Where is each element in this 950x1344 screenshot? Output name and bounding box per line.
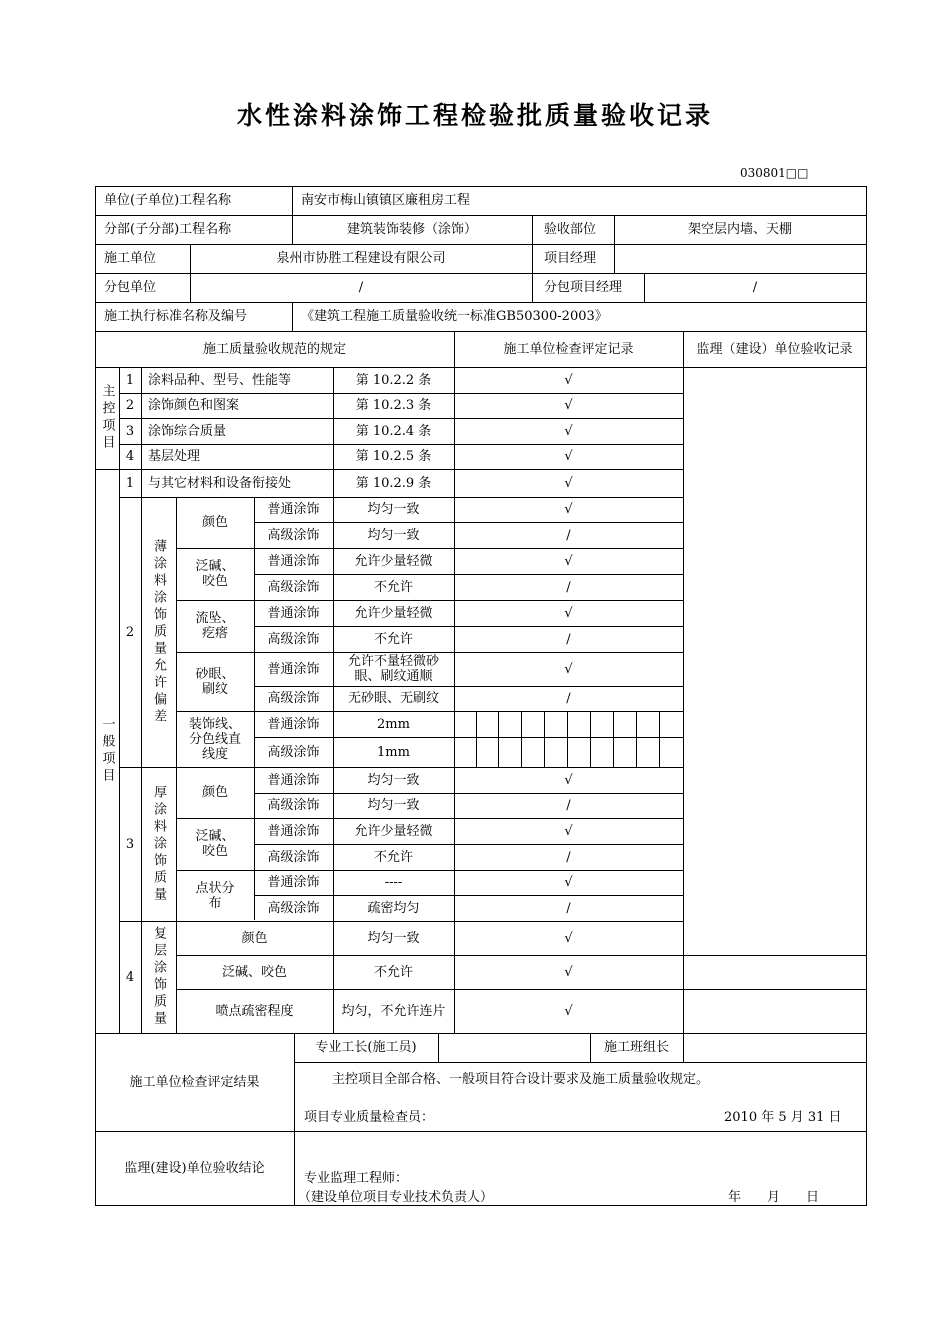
general-item-clause-text: 第 10.2.9 条: [355, 475, 432, 491]
thin-grade: [254, 652, 333, 686]
thick-group-name-text: 颜色: [201, 785, 228, 800]
multi-item-name-text: 泛碱、咬色: [221, 964, 287, 980]
thin-grade-text: 普通涂饰: [267, 502, 320, 517]
thin-requirement-text: 1mm: [377, 744, 410, 760]
main-control-item-no: [119, 418, 141, 444]
thin-grade-text: 普通涂饰: [267, 605, 320, 621]
thick-requirement: [333, 767, 454, 793]
thin-requirement: [333, 652, 454, 686]
main-control-item-check-text: √: [564, 423, 573, 439]
thick-requirement: [333, 818, 454, 844]
thin-group-name: [176, 497, 254, 548]
inspection-date-text: 2010 年 5 月 31 日: [724, 1109, 842, 1125]
thin-requirement-text: 2mm: [377, 716, 410, 732]
grid-line: [294, 1062, 867, 1063]
main-control-item-clause-text: 第 10.2.5 条: [355, 449, 432, 464]
multi-check: [454, 989, 683, 1033]
main-control-label-text: 主控项目: [99, 384, 115, 452]
inspection-part-label: [532, 215, 614, 244]
grid-line: [498, 711, 499, 768]
multi-requirement: [333, 989, 454, 1033]
multi-requirement-text: 均匀，不允许连片: [341, 1003, 446, 1019]
thin-grade-text: 高级涂饰: [267, 744, 320, 760]
grid-line: [683, 331, 684, 1034]
grid-line: [590, 711, 591, 768]
thick-check: [454, 793, 683, 818]
thick-requirement-text: 不允许: [373, 849, 413, 865]
project-name-label-text: 单位(子单位)工程名称: [104, 193, 232, 208]
multi-item-name: [176, 955, 333, 989]
subproject-name-label-text: 分部(子分部)工程名称: [104, 222, 232, 237]
thin-grade-text: 普通涂饰: [267, 716, 320, 732]
thin-coating-no-text: 2: [125, 624, 135, 640]
main-control-item-name-text: 涂饰综合质量: [148, 423, 227, 439]
foreman-label-text: 专业工长(施工员): [315, 1040, 417, 1055]
thin-requirement-text: 均匀一致: [367, 527, 420, 543]
project-name-value-text: 南安市梅山镇镇区廉租房工程: [301, 193, 471, 208]
form-code: 030801□□: [740, 166, 809, 180]
grid-line: [438, 1033, 439, 1063]
grid-line: [521, 711, 522, 768]
project-name-value: [292, 186, 866, 215]
thick-check: [454, 818, 683, 844]
main-control-item-clause-text: 第 10.2.3 条: [355, 398, 432, 413]
general-item-check-text: √: [564, 475, 573, 491]
conclusion-text-text: 主控项目全部合格、一般项目符合设计要求及施工质量验收规定。: [332, 1071, 710, 1087]
main-control-item-check: [454, 444, 683, 469]
thin-check-text: √: [564, 553, 573, 569]
thin-group-name-text: 砂眼、刷纹: [195, 666, 235, 697]
contractor-check-column-header: [454, 331, 683, 367]
conclusion-text: [294, 1064, 866, 1094]
multi-item-name-text: 喷点疏密程度: [215, 1003, 294, 1019]
thick-check-text: √: [564, 823, 573, 839]
thick-check-text: /: [566, 900, 571, 916]
multi-check: [454, 955, 683, 989]
thick-check-text: /: [566, 849, 571, 865]
thin-check-text: √: [564, 502, 573, 517]
thin-check-text: √: [564, 605, 573, 621]
thin-requirement-text: 均匀一致: [367, 502, 420, 517]
standard-label-text: 施工执行标准名称及编号: [104, 309, 248, 324]
main-control-item-no-text: 2: [125, 398, 135, 413]
thin-grade: [254, 522, 333, 548]
main-control-item-name-text: 涂料品种、型号、性能等: [148, 372, 292, 388]
supervisor-date: [700, 1188, 866, 1206]
multi-check-text: √: [564, 964, 573, 980]
team-leader-label-text: 施工班组长: [603, 1040, 669, 1055]
thick-check: [454, 767, 683, 793]
thick-check: [454, 870, 683, 895]
supervising-engineer-label: [294, 1168, 600, 1188]
spec-column-header: [95, 331, 454, 367]
multi-item-name: [176, 989, 333, 1033]
thick-requirement-text: ----: [384, 875, 403, 890]
general-item-check: [454, 469, 683, 497]
supervising-engineer-label-text: 专业监理工程师：: [304, 1170, 409, 1186]
project-manager-label: [532, 244, 614, 273]
thin-grade-text: 高级涂饰: [267, 691, 320, 706]
subproject-name-label: [95, 215, 292, 244]
thick-group-name: [176, 818, 254, 870]
thick-check: [454, 895, 683, 921]
main-control-item-no: [119, 444, 141, 469]
project-name-label: [95, 186, 292, 215]
thin-requirement-text: 不允许: [373, 631, 413, 647]
multi-requirement: [333, 921, 454, 955]
main-control-item-name: [141, 393, 333, 418]
subcontractor-value: [190, 273, 532, 302]
inspection-part-value: [614, 215, 866, 244]
thick-grade: [254, 844, 333, 870]
thin-coating-label-text: 薄涂料涂饰质量允许偏差: [151, 538, 166, 726]
inspection-date: [700, 1103, 866, 1131]
contractor-value: [190, 244, 532, 273]
thin-grade: [254, 600, 333, 626]
thick-grade: [254, 895, 333, 921]
thin-group-name-text: 颜色: [201, 515, 228, 530]
thin-grade-text: 高级涂饰: [267, 527, 320, 543]
main-control-item-name: [141, 367, 333, 393]
thick-check-text: √: [564, 772, 573, 788]
thick-grade-text: 高级涂饰: [267, 900, 320, 916]
subcontractor-value-text: /: [358, 280, 364, 295]
thick-coating-no-text: 3: [125, 836, 135, 852]
main-control-item-name: [141, 418, 333, 444]
thin-check-text: √: [564, 661, 573, 677]
sub-project-manager-value: [644, 273, 866, 302]
general-items-label: [95, 469, 119, 1033]
foreman-label: [294, 1033, 438, 1062]
contractor-check-column-header-text: 施工单位检查评定记录: [503, 341, 634, 357]
thin-grade-text: 普通涂饰: [267, 553, 320, 569]
thin-check: [454, 626, 683, 652]
general-items-label-text: 一般项目: [99, 717, 115, 785]
main-control-item-no-text: 4: [125, 449, 135, 464]
thick-grade-text: 高级涂饰: [267, 798, 320, 813]
thick-coating-label: [141, 767, 176, 921]
thin-requirement: [333, 686, 454, 711]
main-control-item-check: [454, 367, 683, 393]
main-control-item-no: [119, 393, 141, 418]
multi-requirement-text: 不允许: [373, 964, 413, 980]
thin-grade: [254, 548, 333, 574]
subcontractor-label: [95, 273, 190, 302]
thin-group-name: [176, 548, 254, 600]
thick-requirement: [333, 895, 454, 921]
contractor-value-text: 泉州市协胜工程建设有限公司: [276, 251, 446, 266]
general-item-name: [141, 469, 333, 497]
thin-check-text: /: [566, 631, 571, 647]
team-leader-label: [590, 1033, 683, 1062]
general-item-name-text: 与其它材料和设备衔接处: [148, 475, 292, 491]
thin-check: [454, 574, 683, 600]
thin-requirement-text: 允许不量轻微砂眼、刷纹通顺: [347, 654, 439, 684]
thick-requirement-text: 允许少量轻微: [354, 823, 433, 839]
main-control-item-name: [141, 444, 333, 469]
thick-requirement: [333, 793, 454, 818]
contractor-result-label-text: 施工单位检查评定结果: [129, 1074, 260, 1090]
thin-check: [454, 548, 683, 574]
subproject-name-value: [292, 215, 532, 244]
thick-check-text: /: [566, 798, 571, 813]
standard-value: [292, 302, 866, 331]
general-item-no-text: 1: [125, 475, 135, 491]
thick-grade: [254, 767, 333, 793]
thin-check-text: /: [566, 691, 571, 706]
thin-group-name: [176, 600, 254, 652]
supervisor-result-label: [95, 1131, 294, 1205]
grid-line: [544, 711, 545, 768]
thick-coating-label-text: 厚涂料涂饰质量: [151, 784, 166, 904]
thin-requirement-text: 无砂眼、无刷纹: [347, 691, 439, 706]
thin-grade: [254, 497, 333, 522]
thin-requirement-text: 允许少量轻微: [354, 605, 433, 621]
thin-group-name: [176, 711, 254, 767]
thin-requirement: [333, 737, 454, 767]
main-control-item-name-text: 涂饰颜色和图案: [148, 398, 240, 413]
thick-requirement: [333, 870, 454, 895]
thin-check: [454, 522, 683, 548]
multi-check: [454, 921, 683, 955]
thin-coating-label: [141, 497, 176, 767]
thin-grade: [254, 737, 333, 767]
grid-line: [476, 711, 477, 768]
grid-line: [683, 1033, 684, 1063]
thick-group-name-text: 点状分布: [195, 880, 235, 911]
main-control-item-clause-text: 第 10.2.2 条: [355, 372, 432, 388]
thin-requirement: [333, 522, 454, 548]
thick-grade-text: 普通涂饰: [267, 772, 320, 788]
multi-coating-label-text: 复层涂饰质量: [151, 926, 166, 1028]
thin-coating-no: [119, 497, 141, 767]
thin-grade: [254, 626, 333, 652]
main-control-item-clause: [333, 367, 454, 393]
thick-check: [454, 844, 683, 870]
thick-requirement-text: 疏密均匀: [367, 900, 420, 916]
multi-requirement-text: 均匀一致: [367, 930, 420, 946]
thin-grade-text: 高级涂饰: [267, 579, 320, 595]
main-control-item-check: [454, 418, 683, 444]
thin-grade: [254, 686, 333, 711]
grid-line: [659, 711, 660, 768]
multi-coating-no: [119, 921, 141, 1033]
project-manager-label-text: 项目经理: [544, 251, 597, 266]
general-item-no: [119, 469, 141, 497]
thin-check: [454, 600, 683, 626]
project-manager-value: [614, 244, 866, 273]
standard-value-text: 《建筑工程施工质量验收统一标准GB50300-2003》: [301, 309, 608, 324]
thin-group-name-text: 装饰线、分色线直线度: [188, 716, 241, 762]
general-item-clause: [333, 469, 454, 497]
thin-check: [454, 497, 683, 522]
main-control-item-check: [454, 393, 683, 418]
contractor-result-label: [95, 1033, 294, 1131]
thick-group-name: [176, 870, 254, 921]
page-title: 水性涂料涂饰工程检验批质量验收记录: [236, 101, 713, 130]
multi-requirement: [333, 955, 454, 989]
multi-coating-no-text: 4: [125, 969, 135, 985]
main-control-item-check-text: √: [564, 398, 573, 413]
multi-check-text: √: [564, 930, 573, 946]
thin-check-text: /: [566, 579, 571, 595]
thin-group-name-text: 流坠、疙瘩: [195, 611, 235, 641]
main-control-item-clause: [333, 418, 454, 444]
thin-requirement-text: 不允许: [373, 579, 413, 595]
subcontractor-label-text: 分包单位: [104, 280, 157, 295]
main-control-item-check-text: √: [564, 449, 573, 464]
contractor-label: [95, 244, 190, 273]
thin-requirement: [333, 626, 454, 652]
thick-grade: [254, 818, 333, 844]
main-control-item-no-text: 1: [125, 372, 135, 388]
thick-grade-text: 高级涂饰: [267, 849, 320, 865]
main-control-item-no-text: 3: [125, 423, 135, 439]
owner-representative-label: [294, 1188, 600, 1206]
thick-check-text: √: [564, 875, 573, 890]
subproject-name-value-text: 建筑装饰装修（涂饰）: [346, 222, 477, 237]
thick-requirement: [333, 844, 454, 870]
thin-grade-text: 普通涂饰: [267, 661, 320, 677]
thin-group-name-text: 泛碱、咬色: [195, 559, 235, 589]
supervisor-check-column-header-text: 监理（建设）单位验收记录: [696, 341, 853, 357]
multi-item-name-text: 颜色: [241, 930, 268, 946]
inspection-part-label-text: 验收部位: [544, 222, 597, 237]
sub-project-manager-label: [532, 273, 644, 302]
thick-requirement-text: 均匀一致: [367, 772, 420, 788]
thin-requirement-text: 允许少量轻微: [354, 553, 433, 569]
thin-requirement: [333, 600, 454, 626]
contractor-label-text: 施工单位: [104, 251, 157, 266]
thin-check: [454, 686, 683, 711]
supervisor-check-column-header: [683, 331, 866, 367]
grid-line: [567, 711, 568, 768]
multi-coating-label: [141, 921, 176, 1033]
thin-check: [454, 652, 683, 686]
thick-group-name-text: 泛碱、咬色: [195, 829, 235, 859]
thin-requirement: [333, 574, 454, 600]
owner-representative-label-text: （建设单位项目专业技术负责人）: [298, 1189, 494, 1205]
quality-inspector-label: [294, 1103, 600, 1131]
thick-grade-text: 普通涂饰: [267, 823, 320, 839]
supervisor-result-label-text: 监理(建设)单位验收结论: [124, 1160, 265, 1176]
main-control-item-check-text: √: [564, 372, 573, 388]
main-control-label: [95, 367, 119, 469]
thin-grade-text: 高级涂饰: [267, 631, 320, 647]
quality-inspector-label-text: 项目专业质量检查员：: [304, 1109, 435, 1125]
thin-requirement: [333, 548, 454, 574]
thick-coating-no: [119, 767, 141, 921]
thin-group-name: [176, 652, 254, 711]
grid-line: [613, 711, 614, 768]
main-control-item-name-text: 基层处理: [148, 449, 201, 464]
thin-grade: [254, 711, 333, 737]
thick-requirement-text: 均匀一致: [367, 798, 420, 813]
thick-grade-text: 普通涂饰: [267, 875, 320, 890]
standard-label: [95, 302, 292, 331]
supervisor-date-text: 年 月 日: [728, 1189, 820, 1205]
thick-grade: [254, 870, 333, 895]
thin-grade: [254, 574, 333, 600]
thick-group-name: [176, 767, 254, 818]
grid-line: [866, 186, 867, 1206]
inspection-part-value-text: 架空层内墙、天棚: [687, 222, 792, 237]
thin-requirement: [333, 497, 454, 522]
main-control-item-clause: [333, 393, 454, 418]
main-control-item-clause-text: 第 10.2.4 条: [355, 423, 432, 439]
thin-check-text: /: [566, 527, 571, 543]
spec-column-header-text: 施工质量验收规范的规定: [202, 341, 346, 357]
thick-grade: [254, 793, 333, 818]
main-control-item-no: [119, 367, 141, 393]
main-control-item-clause: [333, 444, 454, 469]
sub-project-manager-value-text: /: [752, 280, 758, 295]
thin-requirement: [333, 711, 454, 737]
multi-check-text: √: [564, 1003, 573, 1019]
multi-item-name: [176, 921, 333, 955]
sub-project-manager-label-text: 分包项目经理: [544, 280, 623, 295]
grid-line: [636, 711, 637, 768]
